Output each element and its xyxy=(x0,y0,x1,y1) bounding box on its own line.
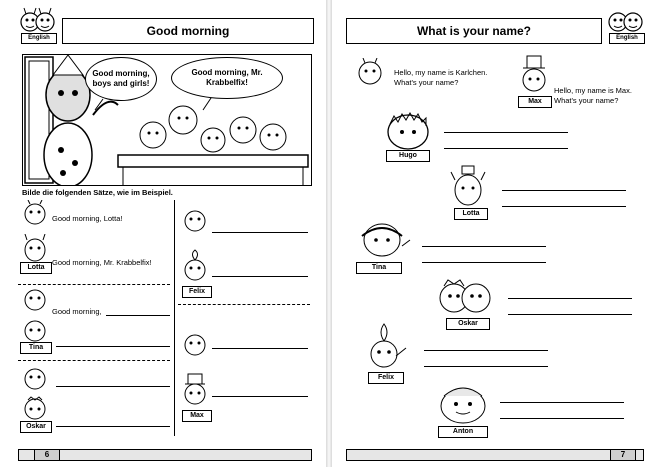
karlchen-figure xyxy=(22,287,48,313)
tina-figure xyxy=(358,218,412,260)
name-tag-max: Max xyxy=(182,410,212,422)
answer-line[interactable] xyxy=(500,402,624,403)
english-badge-right xyxy=(606,6,646,46)
page-number: 6 xyxy=(34,449,60,461)
page-title: Good morning xyxy=(62,18,314,44)
tina-figure xyxy=(22,318,48,342)
felix-figure xyxy=(182,248,208,284)
karlchen-figure xyxy=(356,58,384,86)
answer-line[interactable] xyxy=(422,246,546,247)
answer-line[interactable] xyxy=(502,190,626,191)
max-figure xyxy=(182,372,208,408)
answer-line[interactable] xyxy=(500,418,624,419)
prompt-sentence: Good morning, xyxy=(52,307,102,316)
answer-line[interactable] xyxy=(56,386,170,387)
answer-line[interactable] xyxy=(508,298,632,299)
name-tag-tina: Tina xyxy=(356,262,402,274)
answer-line[interactable] xyxy=(422,262,546,263)
page-footer-bar xyxy=(346,449,644,461)
badge-label: English xyxy=(21,33,57,44)
answer-line[interactable] xyxy=(508,314,632,315)
answer-line[interactable] xyxy=(444,148,568,149)
name-tag-anton: Anton xyxy=(438,426,488,438)
name-tag-lotta: Lotta xyxy=(454,208,488,220)
max-figure xyxy=(520,54,548,94)
answer-line[interactable] xyxy=(212,276,308,277)
classroom-illustration xyxy=(22,54,312,186)
column-divider xyxy=(174,200,175,436)
answer-line[interactable] xyxy=(106,315,170,316)
name-tag-felix: Felix xyxy=(368,372,404,384)
answer-line[interactable] xyxy=(212,232,308,233)
divider xyxy=(18,360,170,361)
karlchen-figure xyxy=(182,332,208,358)
name-tag-oskar: Oskar xyxy=(20,421,52,433)
hugo-figure xyxy=(384,110,432,150)
divider xyxy=(178,304,310,305)
oskar-figure xyxy=(436,276,496,316)
answer-line[interactable] xyxy=(424,350,548,351)
answer-line[interactable] xyxy=(212,396,308,397)
name-tag-hugo: Hugo xyxy=(386,150,430,162)
teacher-speech-bubble: Good morning, boys and girls! xyxy=(85,57,157,101)
oskar-figure xyxy=(22,396,48,420)
name-tag-max: Max xyxy=(518,96,552,108)
name-tag-oskar: Oskar xyxy=(446,318,490,330)
answer-line[interactable] xyxy=(212,348,308,349)
anton-figure xyxy=(436,380,490,424)
name-tag-tina: Tina xyxy=(20,342,52,354)
karlchen-figure xyxy=(182,208,208,234)
karlchen-figure xyxy=(22,200,48,228)
name-tag-lotta: Lotta xyxy=(20,262,52,274)
felix-figure xyxy=(366,322,410,370)
badge-label: English xyxy=(609,33,645,44)
right-page xyxy=(332,0,658,467)
page-footer-bar xyxy=(18,449,312,461)
lotta-figure xyxy=(450,164,486,208)
example-sentence-1: Good morning, Lotta! xyxy=(52,214,123,223)
karlchen-speech: Hello, my name is Karlchen. What's your name? xyxy=(394,68,488,88)
lotta-figure xyxy=(22,234,48,262)
instruction-text: Bilde die folgenden Sätze, wie im Beispiel. xyxy=(22,188,173,197)
answer-line[interactable] xyxy=(56,346,170,347)
page-title: What is your name? xyxy=(346,18,602,44)
answer-line[interactable] xyxy=(424,366,548,367)
max-speech: Hello, my name is Max. What's your name? xyxy=(554,86,632,106)
name-tag-felix: Felix xyxy=(182,286,212,298)
english-badge-left xyxy=(18,6,58,46)
divider xyxy=(18,284,170,285)
answer-line[interactable] xyxy=(56,426,170,427)
answer-line[interactable] xyxy=(444,132,568,133)
page-number: 7 xyxy=(610,449,636,461)
left-page xyxy=(0,0,326,467)
example-sentence-2: Good morning, Mr. Krabbelfix! xyxy=(52,258,152,267)
class-speech-bubble: Good morning, Mr. Krabbelfix! xyxy=(171,57,283,99)
answer-line[interactable] xyxy=(502,206,626,207)
karlchen-figure xyxy=(22,366,48,392)
